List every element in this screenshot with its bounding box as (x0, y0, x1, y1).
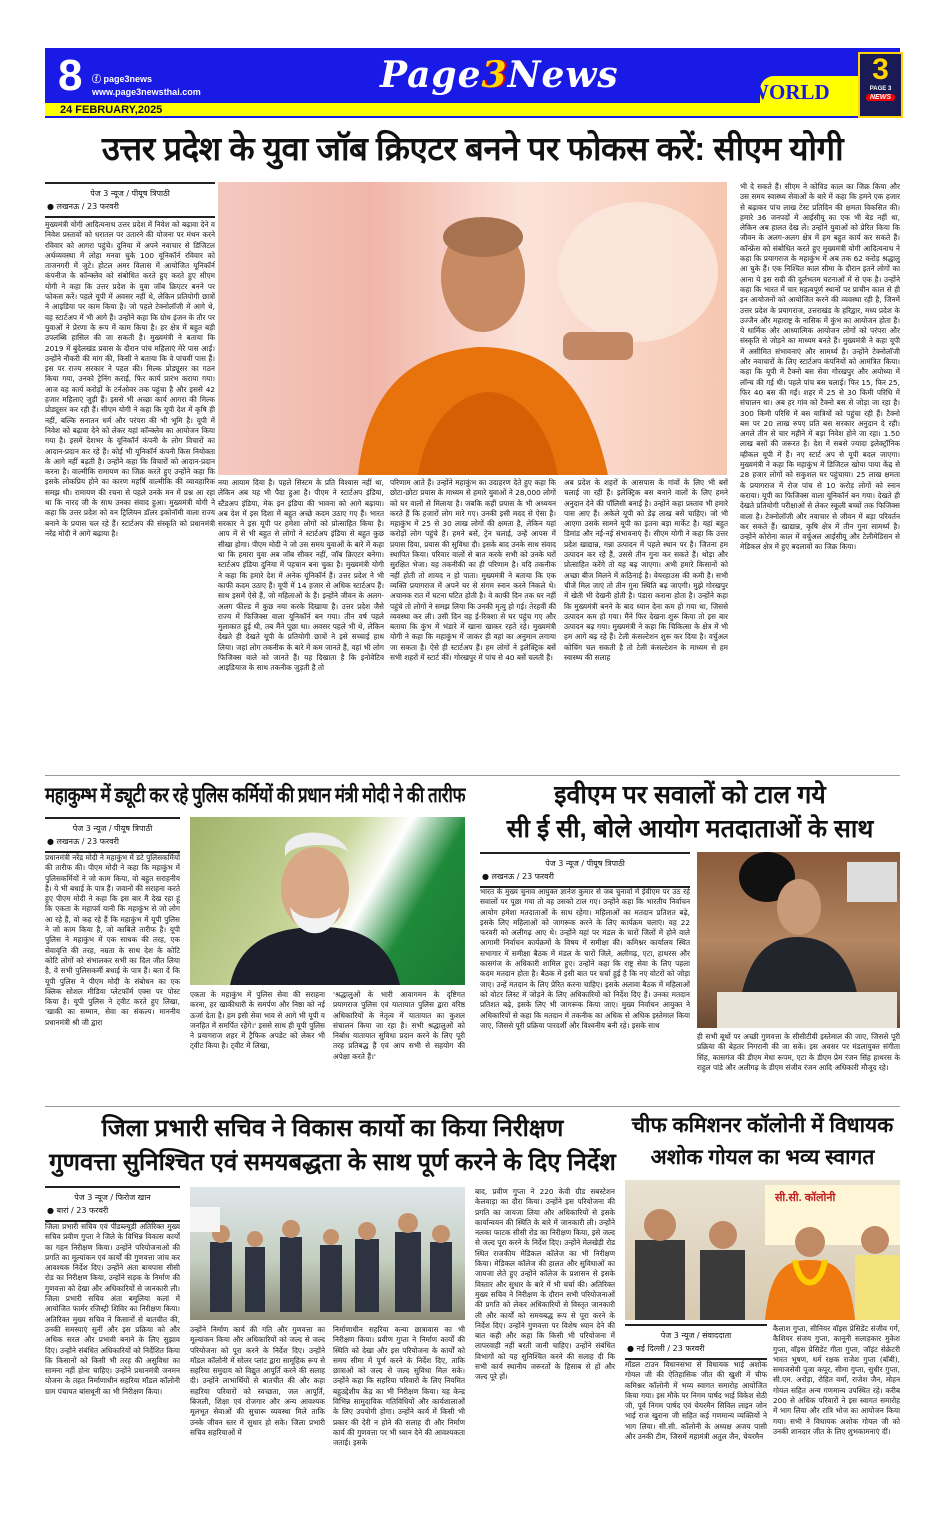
photo-cm-yogi (218, 182, 727, 475)
dateline: ● लखनऊ / 23 फरवरी (47, 202, 119, 211)
date-bar (45, 103, 900, 118)
article-column: 'श्रद्धालुओं के भारी आवागमन के दृष्टिगत प्रयागराज पुलिस एवं यातायात पुलिस द्वारा वरिष्ठ अधिकारियों के नेतृत्व में यातायात का कुशल संचालन किया जा रहा है। सभी श्रद्धालुओं को निर्बाध यातायात सुविधा प्रदान करने के लिए पूरी तरह प्रतिबद्ध हैं एवं आप सभी से सहयोग की अपेक्षा करते हैं।' (333, 990, 465, 1061)
headline-modi-box (45, 781, 465, 811)
officials-group (190, 1187, 465, 1320)
byline (625, 1324, 767, 1360)
headline-line-box (625, 1142, 900, 1174)
lead-headline: उत्तर प्रदेश के युवा जॉब क्रिएटर बनने पर फोकस करें: सीएम योगी (101, 130, 844, 167)
article-column: बाद, प्रवीण गुप्ता ने 220 केवी ग्रीड सबस्टेशन केलवाड़ा का दौरा किया। उन्होंने इस परियोजना की प्रगति का जायजा लिया और अधिकारियों से इसके कार्यान्वयन की स्थिति के बारे में जानकारी ली। उन्होंने नलका फाटक सीसी रोड का निरीक्षण किया, इसे जल्द से जल्द पूरा करने के निर्देश दिए। उन्होंने मेलखेड़ी रोड स्थित राजकीय मेडिकल कॉलेज का भी निरीक्षण किया। मेडिकल कॉलेज की हालत और सुविधाओं का जायजा लेते हुए उन्होंने कॉलेज के प्रशासन से इसके विस्तार और सुधार के बारे में भी चर्चा की। अतिरिक्त मुख्य सचिव ने निरीक्षण के दौरान सभी परियोजनाओं की प्रगति को लेकर अधिकारियों से विस्तृत जानकारी ली और कार्यों को समयबद्ध रूप से पूरा करने के निर्देश दिए। उन्होंने गुणवत्ता पर विशेष ध्यान देने की बात कही और कहा कि किसी भी परियोजना में लापरवाही नहीं बरती जानी चाहिए। उन्होंने संबंधित विभागों को यह सुनिश्चित करने की सलाह दी कि सभी कार्य स्थानीय जरूरतों के हिसाब से हों और जल्द पूरे हों। (475, 1187, 615, 1382)
article-column: प्रधानमंत्री नरेंद्र मोदी ने महाकुंभ में डटे पुलिसकर्मियों की तारीफ की। पीएम मोदी ने कहा कि महाकुंभ में पुलिसकर्मियों ने जो काम किया, वो बहुत सराहनीय है। ये भी बधाई के पात्र हैं। जवानों की सराहना करते हुए पीएम मोदी ने कहा कि इस बार मैं देख रहा हूं कि एकता के महापर्व यानी कि महाकुंभ से जो लोग आ रहे हैं, वो कह रहे हैं कि महाकुंभ में यूपी पुलिस ने जो काम किया है, जो काबिले तारीफ है। यूपी पुलिस ने महाकुंभ में एक साधक की तरह, एक सेवावृत्ति की तरह, नम्रता के साथ देश के कोटि कोटि लोगों को संभालकर सभी का दिल जीत लिया है, वे सभी पुलिसकर्मी बधाई के पात्र हैं। बता दें कि यूपी पुलिस ने पीएम मोदी के संबोधन का एक क्लिक सोशल मीडिया प्लेटफॉर्म एक्स पर पोस्ट किया है। यूपी पुलिस ने ट्वीट करते हुए लिखा, 'खाकी का सम्मान, सेवा का संकल्प। माननीय प्रधानमंत्री श्री जी द्वारा (45, 853, 180, 1027)
byline (480, 852, 690, 888)
masthead-num: 3 (481, 54, 508, 96)
headline-line: गुणवत्ता सुनिश्चित एवं समयबद्धता के साथ पूर्ण करने के दिए निर्देश (49, 1149, 616, 1176)
social-links (92, 73, 201, 99)
byline-author: पेज 3 न्यूज / संवाददाता (660, 1331, 732, 1340)
article-column: मुख्यमंत्री योगी आदित्यनाथ उत्तर प्रदेश में निवेश को बढ़ावा देने व निवेश प्रस्तावों को धरातल पर उतारने की योजना पर मंथन करने रविवार को आगरा पहुंचे। दुनिया में अपने नवाचार से डिजिटल अर्थव्यवस्था में लोहा मनवा चुके 100 यूनिकॉर्न रविवार को ताजनगरी में जुटे। होटल अमर विलास में आयोजित यूनिकॉर्न कंपनीज के कॉन्क्लेव को संबोधित करते हुए करते हुए सीएम योगी ने कहा कि उत्तर प्रदेश के युवा जॉब क्रिएटर बनने पर फोकस करें। पहले यूपी में अवसर नहीं थे, लेकिन प्रतियोगी छात्रों ने आइडिया पर काम किया है। जो पहले टेक्नोलॉजी में आगे थे, वह स्टार्टअप में भी आगे हैं। उन्होंने कहा कि ग्रोथ इंजन के तौर पर युवाओं ने प्रेरणा के रूप में काम किया है। हर क्षेत्र में बहुत बड़ी उपलब्धि हासिल की जा सकती है। मुख्यमंत्री ने बताया कि 2019 में बुंदेलखंड प्रवास के दौरान पांच महिलाएं मेरे पास आईं। उन्होंने नौकरी की मांग की, किसी ने बताया कि वे पांचवीं पास हैं। इस पर राज्य सरकार ने पहल की। मिल्क प्रोड्यूसर का गठन किया गया, उनको ट्रेनिंग कराई, फिर कार्य प्रारंभ कराया गया। आज वह कार्य करोड़ों के टर्नओवर तक पहुंचा है और इससे 42 हजार महिलाएं जुड़ी हैं। इससे भी अच्छा कार्य आगरा की मिल्क प्रोड्यूसर कर रही हैं। सीएम योगी ने कहा कि यूपी देश में कृषि ही नहीं, बल्कि सनातन धर्म और परंपरा की भी भूमि है। यूपी में निवेश को बढ़ावा देने को लेकर यहां कॉन्क्लेव का आयोजन किया गया है। इसमें देशभर के यूनिकॉर्न कंपनी के लोग विचारों का आदान-प्रदान कर रहे हैं। कोई भी यूनिकॉर्न कंपनी किस नियोक्ता के आगे नहीं बढ़ती है। उन्होंने कहा कि विचारों को आदान-प्रदान करना है। वाल्मीकि रामायण का जिक्र करते हुए उन्होंने कहा कि इसके लोकप्रिय होने का कारण महर्षि वाल्मीकि की व्यावहारिक समझ थी। रामायण की रचना से पहले उनके मन में प्रश्न आ रहा था कि नारद जी के साथ उनका संवाद हुआ। मुख्यमंत्री योगी ने कहा कि उत्तर प्रदेश को वन ट्रिलियन डॉलर इकोनॉमी वाला राज्य बनाने के प्रयास चल रहे हैं। स्टार्टअप की संस्कृति को प्रधानमंत्री नरेंद्र मोदी ने आगे बढ़ाया है। (45, 220, 215, 538)
dateline: ● नई दिल्ली / 23 फरवरी (627, 1344, 705, 1353)
headline-line: इवीएम पर सवालों को टाल गये (554, 781, 826, 809)
byline-author: पेज 3 न्यूज / पीयूष त्रिपाठी (545, 859, 625, 868)
headline-line-box (480, 778, 900, 812)
headline-line-box (480, 812, 900, 846)
headline-line: सी ई सी, बोले आयोग मतदाताओं के साथ (506, 815, 874, 843)
brand-logo (858, 52, 903, 118)
photo-pm-modi (190, 817, 465, 985)
logo-label: PAGE 3 (869, 86, 892, 92)
website-link[interactable]: www.page3newsthai.com (92, 87, 201, 97)
byline-author: पेज 3 न्यूज / पीयूष त्रिपाठी (90, 189, 170, 198)
lead-headline-box (45, 128, 900, 170)
byline (45, 1186, 180, 1222)
article-column: ही सभी बूथों पर अच्छी गुणवत्ता के सीसीटीवी इस्तेमाल की जाए, जिससे पूरी प्रक्रिया की बेहतर निगरानी की जा सके। इस अवसर पर मंडलायुक्त संगीता सिंह, कासगंज की डीएम मेधा रूपम, एटा के डीएम प्रेम रंजन सिंह हाथरस के राहुल पांडे और अलीगढ़ के डीएम संजीव रंजन आदि अधिकारी मौजूद रहे। (697, 1032, 900, 1072)
headline-line: जिला प्रभारी सचिव ने विकास कार्यो का किया निरीक्षण (101, 1115, 564, 1142)
article-column: जिला प्रभारी सचिव एवं पीडब्ल्यूडी अतिरिक्त मुख्य सचिव प्रवीण गुप्ता ने जिले के विभिन्न विकास कार्यों का गहन निरीक्षण किया। उन्होंने परियोजनाओं की प्रगति का मूल्यांकन एवं कार्यों की गुणवत्ता जांच कर आवश्यक निर्देश दिए। उन्होंने अंता बायपास सीसी रोड का निरीक्षण किया, उन्होंने सड़क के निर्माण की गुणवत्ता को देखा और अधिकारियों से जानकारी ली। जिला प्रभारी सचिव अंता बमूलिया कलां में आयोजित फार्मर रजिस्ट्री शिविर का निरीक्षण किया। अतिरिक्त मुख्य सचिव ने किसानों से बातचीत की, उनकी समस्याएं सुनीं और इस प्रक्रिया को और अधिक सरल और प्रभावी बनाने के लिए सुझाव दिए। उन्होंने संबंधित अधिकारियों को निर्देशित किया कि किसानों को किसी भी तरह की असुविधा का सामना नहीं होना चाहिए। उन्होंने प्रधानमंत्री जनमन योजना के तहत निर्माणाधीन सहरिया मॉडल कॉलोनी ग्राम पंचायत बांसथूनी का भी निरीक्षण किया। (45, 1222, 180, 1396)
photo-welcome (625, 1180, 900, 1320)
headline-line: अशोक गोयल का भव्य स्वागत (650, 1146, 875, 1169)
dateline: ● लखनऊ / 23 फरवरी (482, 872, 554, 881)
headline-line-box (625, 1110, 900, 1142)
dateline-text: लखनऊ / 23 फरवरी (56, 202, 119, 211)
article-column: मॉडल टाउन विधानसभा से विधायक भाई अशोक गोयल जी की ऐतिहासिक जीत की खुशी में चीफ कमिश्नर कॉलोनी में भव्य स्वागत समारोह आयोजित किया गया। इस मौके पर निगम पार्षद भाई विकेश सेठी जी, पूर्व निगम पार्षद एवं चेयरमैन सिविल लाइन जोन भाई राज खुराना जी सहित कई गणमान्य व्यक्तियों ने भाग लिया। सी.सी. कॉलोनी के अध्यक्ष अजय पासी और उनकी टीम, जिसमें महामंत्री अतुल जैन, चेयरमैन (625, 1360, 767, 1442)
dateline: ● लखनऊ / 23 फरवरी (47, 837, 119, 846)
article-column: अब प्रदेश के शहरों के आसपास के गांवों के लिए भी बसें चलाई जा रही हैं। इलेक्ट्रिक बस बनाने वालों के लिए हमने अनुदान देने की पॉलिसी बनाई है। उन्होंने कहा प्रस्ताव भी हमारे पास आए हैं। अकेले यूपी को डेढ़ लाख बसें चाहिए। जो भी आएगा उसके सामने यूपी का इतना बड़ा मार्केट है। यहां बहुत डिमांड और नई-नई संभावनाएं हैं। सीएम योगी ने कहा कि उत्तर प्रदेश खाद्यान्न, गन्ना उत्पादन में पहले स्थान पर है। जितना हम उत्पादन कर रहे हैं, उससे तीन गुना कर सकते हैं। थोड़ा और प्रोत्साहित करेंगे तो यह बढ़ जाएगा। अभी हमारे किसानों को अच्छा बीज मिलने में कठिनाई है। वेयरहाउस की कमी है। सभी चीजें मिल जाएं तो तीन गुना स्थिति बढ़ जाएगी। मुझे गोरखपुर में खेती भी देखनी होती है। पंडारा कराना होता है। उन्होंने कहा कि मुख्यमंत्री बनने के बाद ध्यान देना कम हो गया था, जिससे उत्पादन कम हो गया। मैंने फिर देखना शुरू किया तो इस बार उत्पादन बढ़ गया। मुख्यमंत्री ने कहा कि चिकित्सा के क्षेत्र में भी हम आगे बढ़ रहे हैं। टेली कंसल्टेशन शुरू कर दिया है। वर्चुअल कोचिंग चल सकती है तो टेली कंसल्टेशन के माध्यम से हम स्वास्थ्य की सलाह (564, 478, 728, 663)
speaker-figure (218, 182, 727, 475)
page-number: 8 (58, 51, 83, 100)
issue-date: 24 FEBRUARY,2025 (60, 104, 163, 116)
headline-welcome (625, 1110, 900, 1174)
article-column: भी दे सकते हैं। सीएम ने कोविड काल का जिक्र किया और उस समय स्वास्थ्य सेवाओं के बारे में कहा कि हमने एक हजार से बढ़ाकर पांच लाख टेस्ट प्रतिदिन की क्षमता विकसित की। हमारे 36 जनपदों में आईसीयू का एक भी बेड नहीं था, लेकिन अब हालत देख लें। उन्होंने युवाओं को प्रेरित किया कि जीवन के अलग-अलग क्षेत्र में हम बहुत कार्य कर सकते हैं। कॉन्फ्रेंस को संबोधित करते हुए मुख्यमंत्री योगी आदित्यनाथ ने कहा कि प्रयागराज के महाकुंभ में अब तक 62 करोड़ श्रद्धालु आ चुके हैं। एक निश्चित काल सीमा के दौरान इतने लोगों का आना ये इस सदी की दुर्लभतम घटनाओं में से एक है। उन्होंने कहा कि भारत में चार महत्वपूर्ण स्थानों पर प्राचीन काल से ही इन आयोजनों को आयोजित करने की व्यवस्था रही है, जिनमें उत्तर प्रदेश के प्रयागराज, उत्तराखंड के हरिद्वार, मध्य प्रदेश के उज्जैन और महाराष्ट्र के नासिक में कुंभ का आयोजन होता है। ये धार्मिक और आध्यात्मिक आयोजन लोगों को परंपरा और संस्कृति से जोड़ने का माध्यम बनते हैं। मुख्यमंत्री ने कहा यूपी में असीमित संभावनाएं और सामर्थ्य है। उन्होंने टेक्नोलॉजी और नवाचारों के लिए स्टार्टअप कंपनियों को आमंत्रित किया। कहा कि यूपी में टैक्नो बस सेवा गोरखपुर और अयोध्या में लॉन्च की गई थी। पहले पांच बस चलाई। फिर 15, फिर 25, फिर 40 बस की गईं। शहर में 25 से 30 किमी परिधि में संचालन था। अब हर गांव को टैक्नो बस से जोड़ा जा रहा है। 300 किमी परिधि में बस यात्रियों को पहुंचा रही हैं। टैक्नो बस पर 20 लाख रुपए प्रति बस सरकार अनुदान दे रही। अगले तीन से चार महीने में बड़ा निवेश होने जा रहा। 1.50 लाख बसों की जरूरत है। देश में सबसे ज्यादा इलेक्ट्रॉनिक व्हीकल यूपी में हैं। नए स्टार्ट अप से यूपी बदल जाएगा। मुख्यमंत्री ने कहा कि महाकुंभ में डिजिटल खोया पाया केंद्र से 28 हजार लोगों को सकुशल घर पहुंचाया। 25 लाख क्षमता के प्रयागराज में रोज पांच से 10 करोड़ लोगों को स्नान कराया। यूपी का फिजिक्स वाला यूनिकॉर्न बन गया। देखते ही देखते प्रतियोगी परीक्षाओं से लेकर स्कूली बच्चों तक फिजिक्स वाला है। टेक्नोलॉजी और नवाचार से जीवन में बड़ा परिवर्तन कर सकते हैं। खाद्यान्न, कृषि क्षेत्र में तीन गुना सामर्थ्य है। उन्होंने कोरोना काल में वर्चुअल आईसीयू और टेलीमेडिसन से मेडिकल क्षेत्र में हुए बदलावों का जिक्र किया। (740, 182, 900, 552)
divider (45, 775, 900, 776)
facebook-handle[interactable]: page3news (103, 74, 153, 84)
headline-line: चीफ कमिशनर कॉलोनी में विधायक (631, 1114, 894, 1137)
photo-cec (697, 852, 900, 1028)
byline-author: पेज 3 न्यूज / पीयूष त्रिपाठी (72, 824, 153, 833)
masthead-logo (380, 54, 619, 96)
article-column: कैलाश गुप्ता, सीनियर वॉइस प्रेसिडेंट संजीव गर्ग, कैशियर संजय गुप्ता, कानूनी सलाहकार मुकेश गुप्ता, वॉइस प्रेसिडेंट गीता गुप्ता, जॉइंट सेक्रेटरी भारत भूषण, धर्म रक्षक राजेश गुप्ता (बॉबी), समाजसेवी पूजा कपूर, सीमा गुप्ता, सुधीर गुप्ता, सी.एम. अरोड़ा, रोहित वर्मा, राजेश जैन, मोहन गोयल सहित अन्य गणमान्य उपस्थित रहे। करीब 200 से अधिक परिवारों ने इस स्वागत समारोह में भाग लिया और रात्रि भोज का आयोजन किया गया। सभी ने विधायक अशोक गोयल जी को उनकी शानदार जीत के लिए शुभकामनाएं दीं। (773, 1324, 900, 1436)
article-column: उन्होंने निर्माण कार्य की गति और गुणवत्ता का मूल्यांकन किया और अधिकारियों को जल्द से जल्द परियोजना को पूरा करने के निर्देश दिए। उन्होंने मॉडल कॉलोनी में सोलर प्लांट द्वारा सामूहिक रूप से सहरिया समुदाय को विद्युत आपूर्ति करने की सलाह दी। उन्होंने लाभार्थियों से बातचीत की और कहा सहरिया परिवारों को स्वच्छता, जल आपूर्ति, बिजली, शिक्षा एवं रोजगार और अन्य आवश्यक मूलभूत सेवाओं की सुचारू व्यवस्था मिले ताकि उनके जीवन स्तर में सुधार हो सके। जिला प्रभारी सचिव सहरियाओं में (190, 1325, 325, 1437)
masthead-left: Page (380, 54, 482, 96)
byline-author: पेज 3 न्यूज / फिरोज खान (74, 1193, 151, 1202)
article-column: एकता के महाकुंभ में पुलिस सेवा की सराहना करना, हर खाकीधारी के समर्पण और निष्ठा को नई ऊर्जा देता है। हम इसी सेवा भाव से आगे भी यूपी व जनहित में समर्पित रहेंगे।' इससे साथ ही यूपी पुलिस ने प्रयागराज शहर में ट्रैफिक अपडेट को लेकर भी ट्वीट किया है। ट्वीट में लिखा, (190, 990, 325, 1051)
facebook-icon: ⓕ (92, 74, 104, 84)
article-column: भारत के मुख्य चुनाव आयुक्त ज्ञानेश कुमार से जब चुनावों में ईवीएम पर उठ रहे सवालों पर पूछा गया तो वह उसको टाल गए। उन्होंने कहा कि भारतीय निर्वाचन आयोग हमेशा मतदाताओं के साथ रहेगा। महिलाओं का मतदान प्रतिशत बढ़े, इसके लिए महिलाओं को जागरूक करने के लिए कार्यक्रम चलाएं। वह 22 फरवरी को अलीगढ़ आए थे। उन्होंने यहां पर मंडल के चारों जिलों में होने वाले आगामी निर्वाचन कार्यक्रमों के विषय में समीक्षा की। कमिश्नर कार्यालय स्थित सभागार में समीक्षा बैठक में मंडल के चारों जिले, अलीगढ़, एटा, हाथरस और कासगंज के अधिकारी शामिल हुए। उन्होंने कहा कि राष्ट्र सेवा के लिए पहला कदम मतदान होता है। बैठक में इसी बात पर चर्चा हुई है कि नए वोटरों को जोड़ा जाए। उन्हें मतदान के लिए प्रेरित करना चाहिए। इसके अलावा बैठक में महिलाओं को वोटर लिस्ट में जोड़ने के लिए अधिकारियों को निर्देश दिए हैं। उनका मतदान प्रतिशत बढ़े, इसके लिए भी जागरूक किया जाए। मुख्य निर्वाचन आयुक्त ने अधिकारियों से कहा कि मतदान में तकनीक का अधिक से अधिक इस्तेमाल किया जाए, जिससे पूरी प्रक्रिया पारदर्शी और विश्वनीय बनी रहे। इसके साथ (480, 887, 690, 1030)
dateline: ● बारां / 23 फरवरी (47, 1206, 109, 1215)
dateline-text: लखनऊ / 23 फरवरी (491, 872, 554, 881)
article-column: नया आयाम दिया है। पहले सिस्टम के प्रति विश्वास नहीं था, लेकिन अब यह भी पैदा हुआ है। पीएम ने स्टार्टअप इंडिया, स्टैंडअप इंडिया, मेक इन इंडिया की भावना को आगे बढ़ाया। अब देश में इस दिशा में बहुत अच्छे कदम उठाए गए हैं। भारत सरकार ने इस यूपी पर हमेशा लोगों को प्रोत्साहित किया है। आप में से भी बहुत से लोगों ने स्टार्टअप इंडिया से बहुत कुछ सीखा होगा। पीएम मोदी ने जो उस समय युवाओं के बारे में कहा था कि हमारा युवा अब जॉब सीकर नहीं, जॉब क्रिएटर बनेगा। स्टार्टअप इंडिया दुनिया में पहचान बना चुका है। मुख्यमंत्री योगी ने कहा कि हमारे देश में अनेक यूनिकॉर्न हैं। उत्तर प्रदेश ने भी काफी कदम उठाए हैं। यूपी में 14 हजार से अधिक स्टार्टअप हैं। साथ इसमें ऐसे हैं, जो महिलाओं के हैं। इन्होंने जीवन के अलग-अलग फील्ड में कुछ नया करके दिखाया है। उत्तर प्रदेश जैसे राज्य में फिजिक्स वाला यूनिकॉर्न बन गया। तीन वर्ष पहले मुलाकात हुई थी, तब मैंने पूछा था। अवसर पहले भी थे, लेकिन देखते ही देखते यूपी के प्रतियोगी छात्रों ने इसे सच्चाई हाथ लिया। जहां लोग तकनीक के बारे में कम जानते हैं, वहां भी लोग फिजिक्स वाले को जानते हैं। यह दिखाता है कि इनोवेटिव आइडियाज के साथ तकनीक जुड़ती है तो (218, 478, 384, 673)
logo-number: 3 (872, 53, 889, 86)
dateline-text: नई दिल्ली / 23 फरवरी (636, 1344, 705, 1353)
logo-tag: NEWS (866, 94, 895, 101)
photo-inspection (190, 1187, 465, 1320)
masthead-right: News (507, 54, 619, 96)
headline-line-box (45, 1112, 620, 1146)
welcome-group (625, 1180, 900, 1320)
divider (45, 1106, 900, 1107)
dateline-text: बारां / 23 फरवरी (56, 1206, 109, 1215)
section-label: WORLD (748, 80, 830, 104)
article-column: परिणाम आते हैं। उन्होंने महाकुंभ का उदाहरण देते हुए कहा कि छोटा-छोटा प्रयास के माध्यम से हमारे युवाओं ने 28,000 लोगों को घर वालों से मिलाया है। जबकि कहीं प्रयास के भी अध्ययन करते हैं कि हजारों लोग मारे गए। उनकी इसी मदद से ऐसा है। महाकुंभ में 25 से 30 लाख लोगों की क्षमता है, लेकिन यहां करोड़ों लोग पहुंचे हैं। हमने बसें, ट्रेन चलाई, उन्हें आपस में प्रयास दिया, प्रयास की सुविधा दी। इसके बाद उनके साथ संवाद स्थापित किया। परिवार वालों से बात करके सभी को उनके घरों सुरक्षित भेजा। यह तकनीकी का ही परिणाम है। यदि तकनीक नहीं होती तो शायद न हो पाता। मुख्यमंत्री ने बताया कि एक व्यक्ति प्रयागराज में अपने घर से संगम स्नान करने निकले थे। अचानक रात में घटना घटित होती है। वे काफी दिन तक घर नहीं पहुंचे तो लोगों ने समझ लिया कि उनकी मृत्यु हो गई। तेरहवीं की व्यवस्था कर ली। उसी दिन वह ई-रिक्शा से घर पहुंच गए और बताया कि कुंभ में भंडारे में खाना खाकर रहते रहे। मुख्यमंत्री योगी ने कहा कि महाकुंभ में जाकर ही वहां का अनुमान लगाया जा सकता है। ऐसे ही स्टार्टअप हैं। हम लोगों ने इलेक्ट्रिक बसें सभी शहरों में स्टार्ट कीं। गोरखपुर में पांच से 40 बसें चलती हैं। (390, 478, 556, 663)
headline-evm (480, 778, 900, 846)
headline-inspection (45, 1112, 620, 1180)
byline (45, 817, 180, 853)
banner-text: सी.सी. कॉलोनी (775, 1192, 836, 1204)
official-figure (697, 852, 900, 1028)
article-column: निर्माणाधीन सहरिया कन्या छात्रावास का भी निरीक्षण किया। प्रवीण गुप्ता ने निर्माण कार्यों की स्थिति को देखा और इस परियोजना के कार्यों को समय सीमा में पूर्ण करने के निर्देश दिए, ताकि छात्राओं को जल्द से जल्द सुविधा मिल सके। उन्होंने कहा कि सहरिया परिवारों के लिए नियमित बहुउद्देशीय केंद्र का भी निरीक्षण किया। यह केन्द्र विभिन्न सामुदायिक गतिविधियों और कार्यशालाओं के लिए उपयोगी होगा। उन्होंने कार्य में किसी भी प्रकार की देरी न होने की सलाह दी और निर्माण कार्य की गुणवत्ता पर भी ध्यान देने की आवश्यकता जताई। इसके (333, 1325, 465, 1448)
headline-modi: महाकुम्भ में ड्यूटी कर रहे पुलिस कर्मियों की प्रधान मंत्री मोदी ने की तारीफ (45, 784, 466, 807)
pm-figure (190, 817, 465, 985)
headline-line-box (45, 1146, 620, 1180)
byline (45, 182, 215, 218)
dateline-text: लखनऊ / 23 फरवरी (56, 837, 119, 846)
